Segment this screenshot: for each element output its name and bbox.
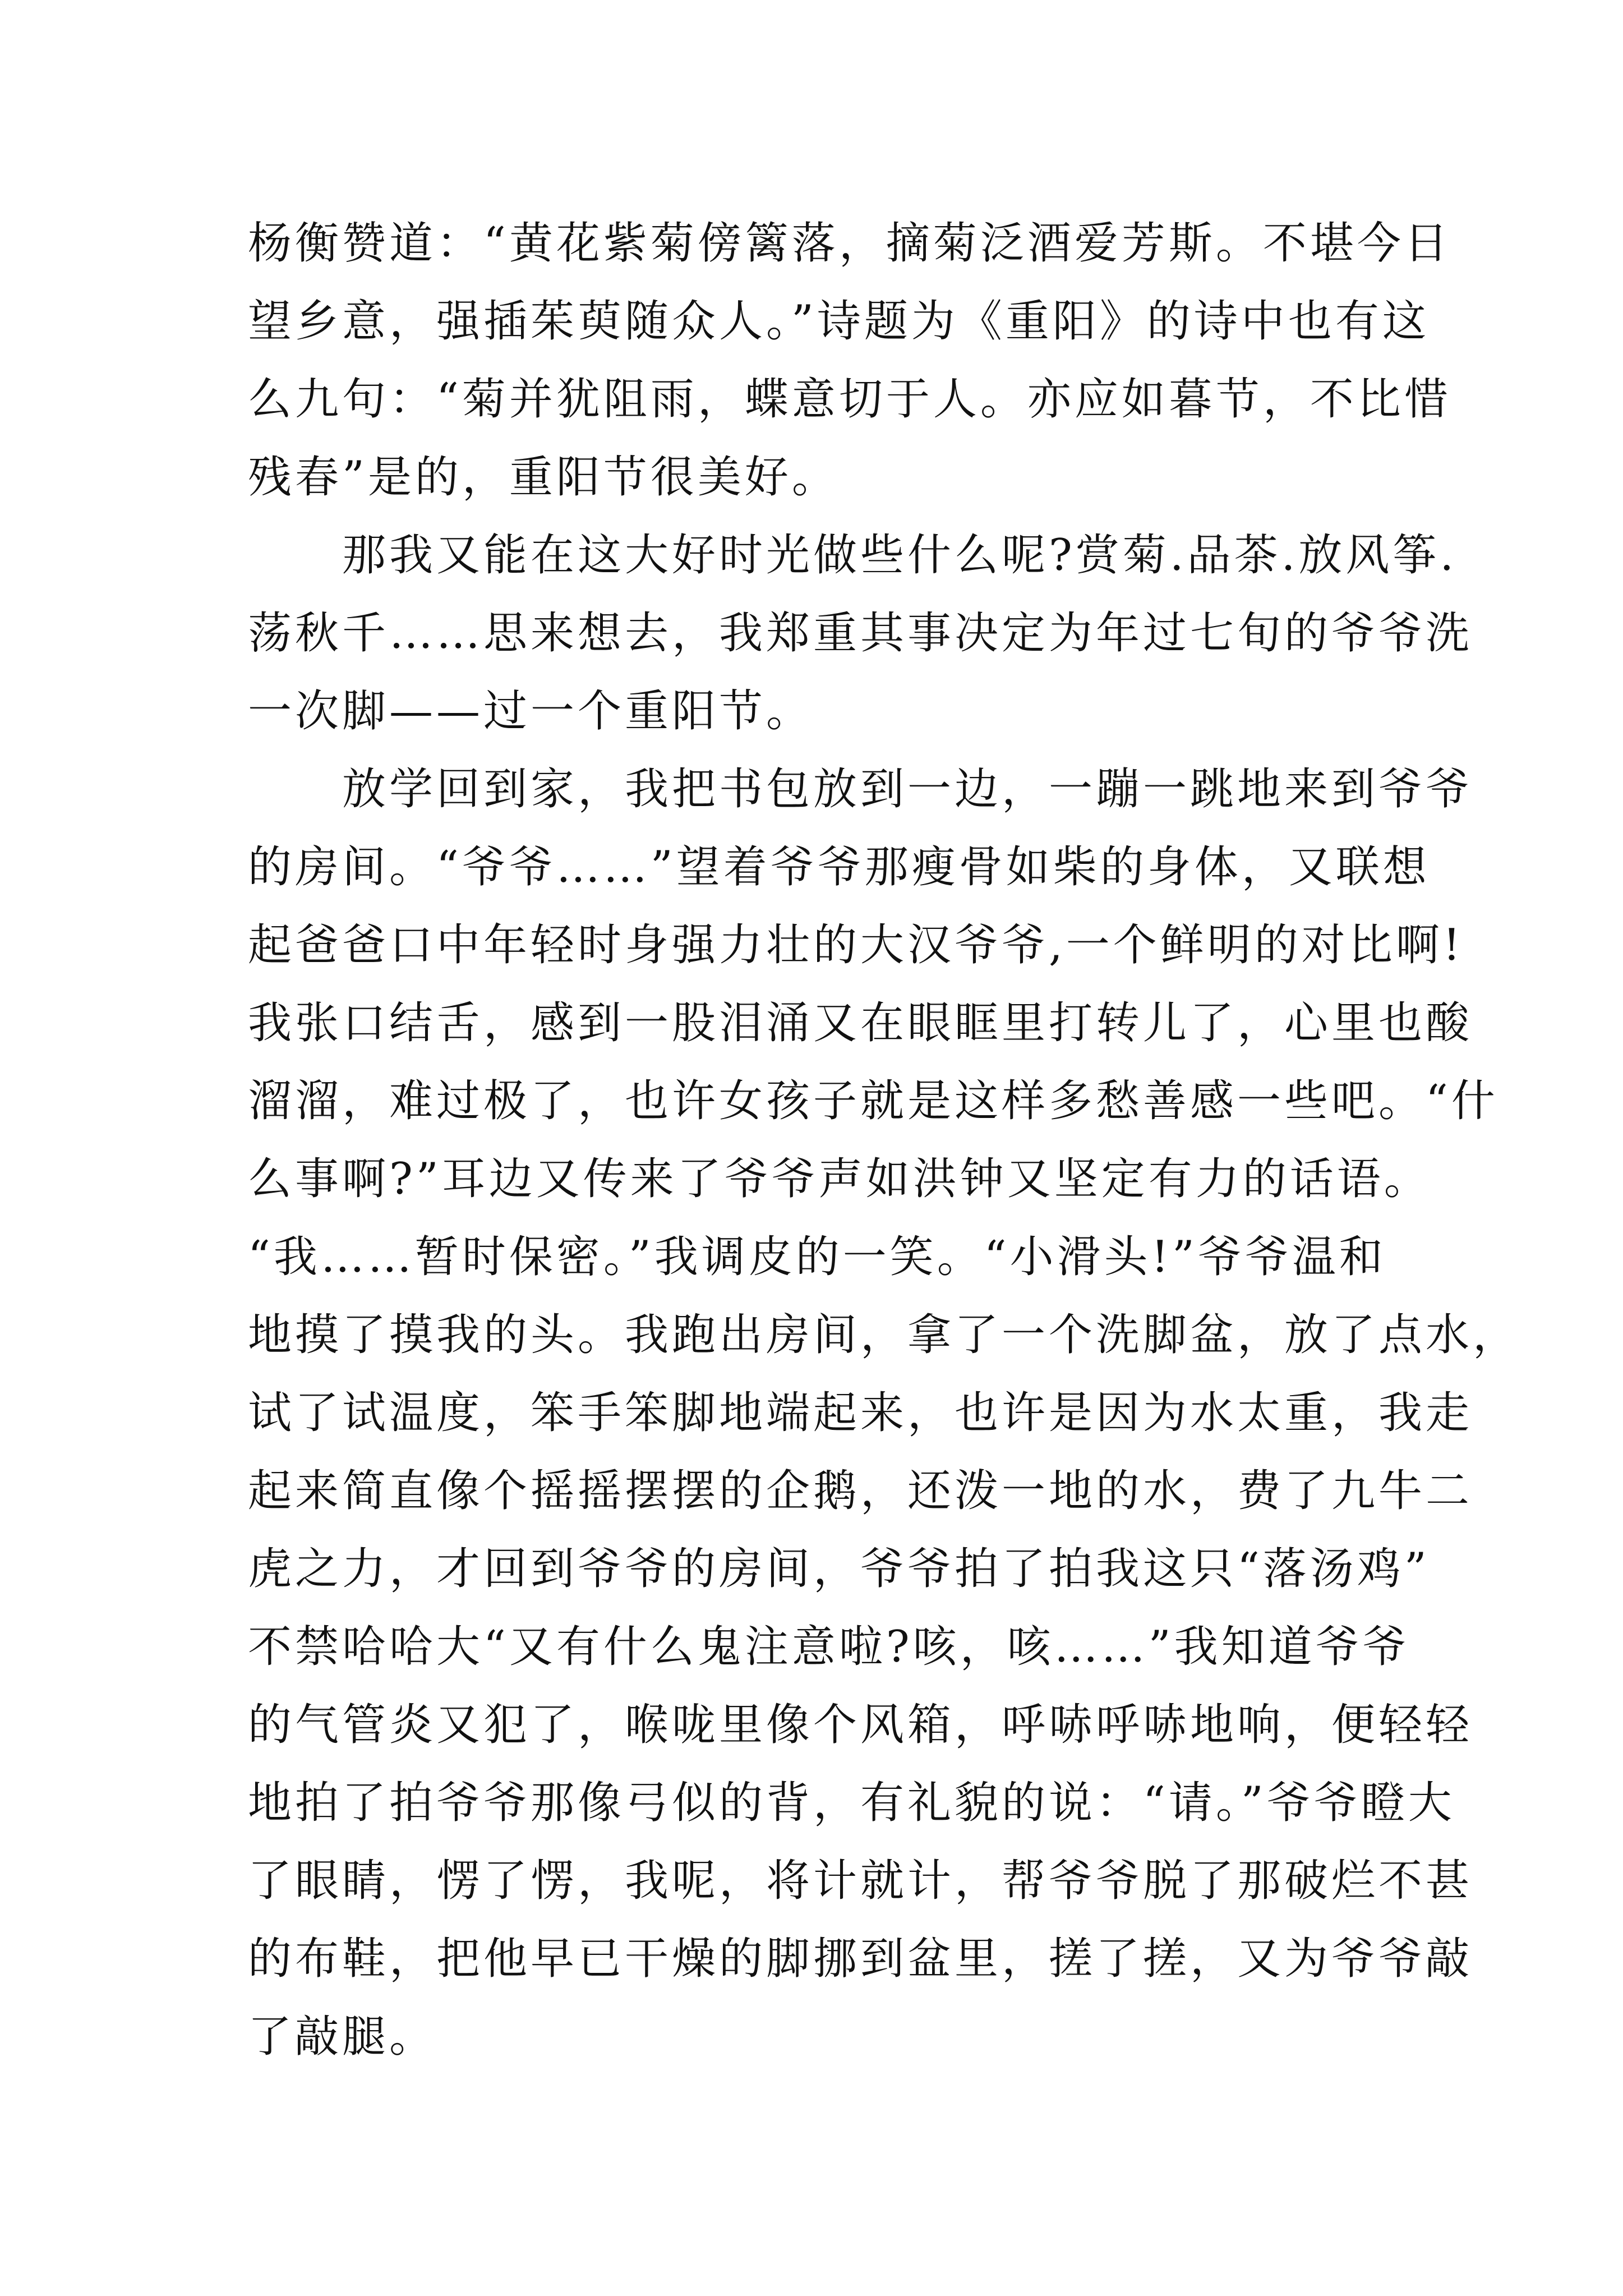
text-line: 残春”是的，重阳节很美好。: [248, 452, 839, 503]
text-line: 了敲腿。: [248, 2012, 437, 2062]
text-line: 放学回到家，我把书包放到一边，一蹦一跳地来到爷爷: [248, 764, 1473, 815]
text-line: 试了试温度，笨手笨脚地端起来，也许是因为水太重，我走: [248, 1388, 1473, 1438]
text-line: 杨衡赞道：“黄花紫菊傍篱落，摘菊泛酒爱芳斯。不堪今日: [248, 218, 1451, 269]
text-line: 的气管炎又犯了，喉咙里像个风箱，呼哧呼哧地响，便轻轻: [248, 1700, 1473, 1750]
text-line: 的房间。“爷爷……”望着爷爷那瘦骨如柴的身体，又联想: [248, 842, 1430, 892]
text-line: 地摸了摸我的头。我跑出房间，拿了一个洗脚盆，放了点水，: [248, 1310, 1520, 1360]
text-line: 起爸爸口中年轻时身强力壮的大汉爷爷,一个鲜明的对比啊!: [248, 920, 1464, 970]
text-line: 么九句：“菊并犹阻雨，蝶意切于人。亦应如暮节，不比惜: [248, 374, 1451, 425]
text-line: 地拍了拍爷爷那像弓似的背，有礼貌的说：“请。”爷爷瞪大: [248, 1778, 1455, 1828]
text-line: 不禁哈哈大“又有什么鬼注意啦?咳，咳……”我知道爷爷: [248, 1622, 1410, 1672]
text-line: 那我又能在这大好时光做些什么呢?赏菊.品茶.放风筝.: [248, 530, 1458, 581]
text-line: 么事啊?”耳边又传来了爷爷声如洪钟又坚定有力的话语。: [248, 1154, 1431, 1204]
text-line: 的布鞋，把他早已干燥的脚挪到盆里，搓了搓，又为爷爷敲: [248, 1934, 1473, 1984]
text-line: 我张口结舌，感到一股泪涌又在眼眶里打转儿了，心里也酸: [248, 998, 1473, 1048]
text-line: 溜溜，难过极了，也许女孩子就是这样多愁善感一些吧。“什: [248, 1076, 1498, 1126]
text-line: 了眼睛，愣了愣，我呢，将计就计，帮爷爷脱了那破烂不甚: [248, 1856, 1473, 1906]
text-line: 一次脚——过一个重阳节。: [248, 686, 814, 737]
text-line: “我……暂时保密。”我调皮的一笑。“小滑头!”爷爷温和: [248, 1232, 1386, 1282]
text-line: 望乡意，强插茱萸随众人。”诗题为《重阳》的诗中也有这: [248, 296, 1430, 347]
text-line: 起来简直像个摇摇摆摆的企鹅，还泼一地的水，费了九牛二: [248, 1466, 1473, 1516]
text-line: 荡秋千……思来想去，我郑重其事决定为年过七旬的爷爷洗: [248, 608, 1473, 659]
text-line: 虎之力，才回到爷爷的房间，爷爷拍了拍我这只“落汤鸡”: [248, 1544, 1430, 1594]
essay-text: [248, 205, 1520, 2076]
